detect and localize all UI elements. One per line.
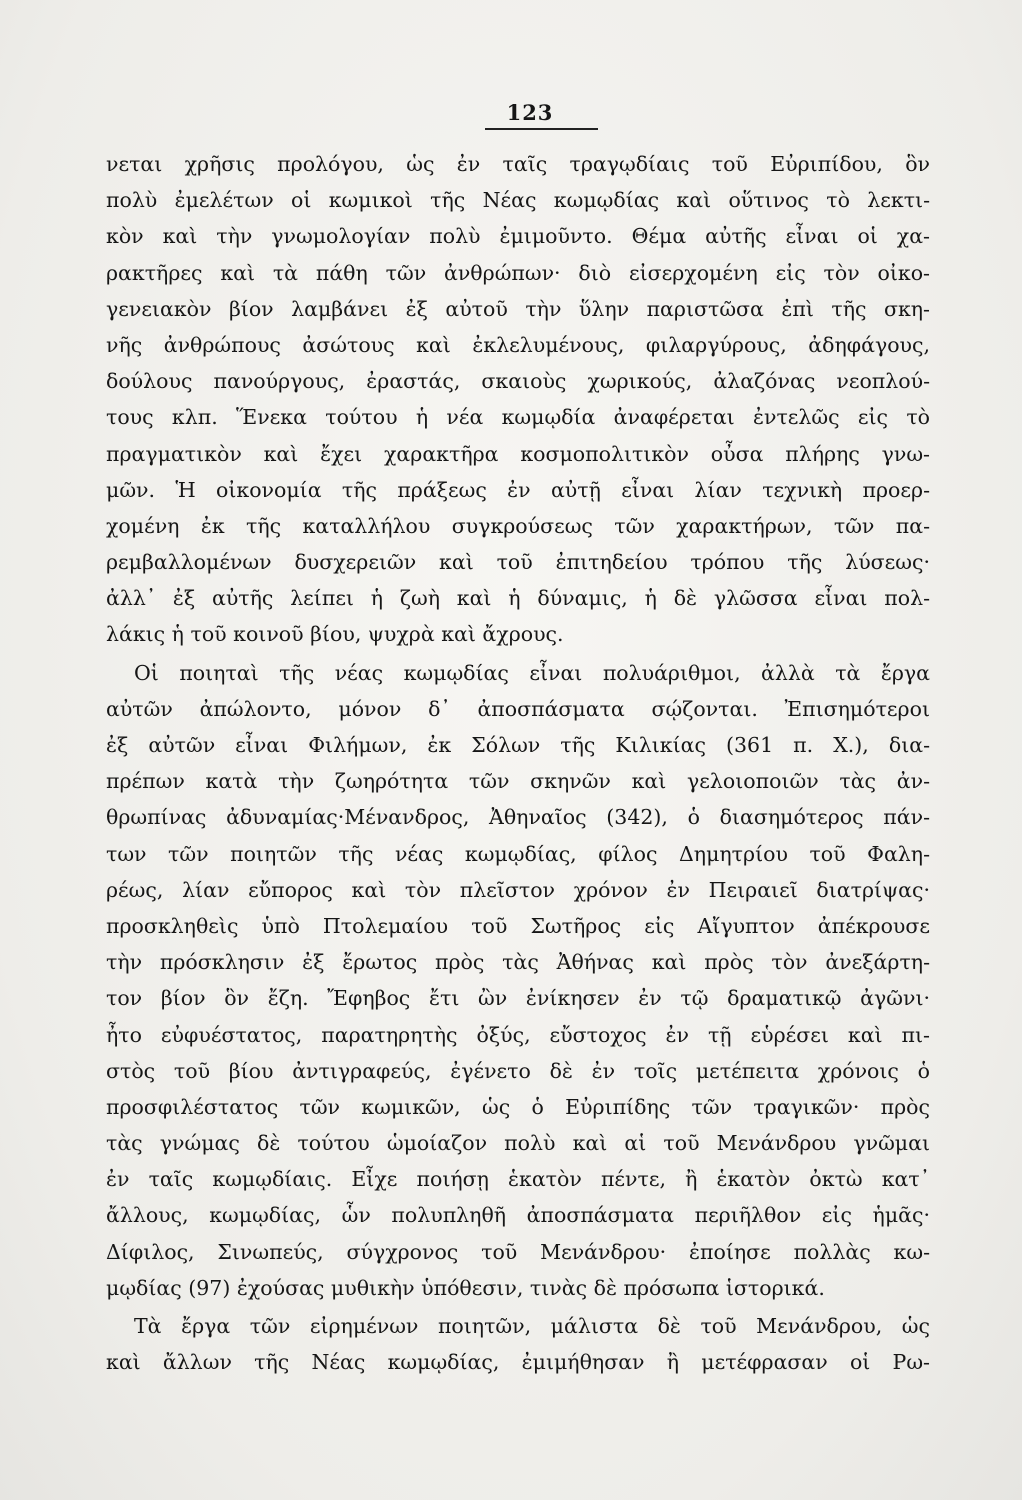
paragraph-2 — [106, 655, 930, 1306]
text-line: θρωπίνας ἀδυναμίας·Μένανδρος, Ἀθηναῖος (342), ὁ διασημότερος πάν- — [106, 805, 930, 830]
text-line: ἄλλους, κωμῳδίας, ὧν πολυπληθῆ ἀποσπάσματα περιῆλθον εἰς ἡμᾶς· — [106, 1203, 930, 1228]
text-line: γενειακὸν βίον λαμβάνει ἐξ αὐτοῦ τὴν ὕλην παριστῶσα ἐπὶ τῆς σκη- — [106, 296, 930, 321]
paragraph-1 — [106, 146, 930, 653]
text-line: λάκις ἡ τοῦ κοινοῦ βίου, ψυχρὰ καὶ ἄχρους. — [106, 622, 564, 647]
text-line: πρέπων κατὰ τὴν ζωηρότητα τῶν σκηνῶν καὶ γελοιοποιῶν τὰς ἀν- — [106, 769, 930, 794]
text-line: ἐν ταῖς κωμῳδίαις. Εἶχε ποιήσῃ ἑκατὸν πέντε, ἢ ἑκατὸν ὀκτὼ κατ᾽ — [106, 1167, 930, 1192]
text-line: ἦτο εὐφυέστατος, παρατηρητὴς ὀξύς, εὔστοχος ἐν τῇ εὑρέσει καὶ πι- — [106, 1022, 930, 1047]
text-line: πραγματικὸν καὶ ἔχει χαρακτῆρα κοσμοπολιτικὸν οὖσα πλήρης γνω- — [106, 441, 930, 466]
text-line: αὐτῶν ἀπώλοντο, μόνον δ᾽ ἀποσπάσματα σῴζονται. Ἐπισημότεροι — [106, 696, 930, 721]
text-line: χομένη ἐκ τῆς καταλλήλου συγκρούσεως τῶν χαρακτήρων, τῶν πα- — [106, 513, 930, 538]
text-line: Δίφιλος, Σινωπεύς, σύγχρονος τοῦ Μενάνδρου· ἐποίησε πολλὰς κω- — [106, 1239, 930, 1264]
text-line: τους κλπ. Ἕνεκα τούτου ἡ νέα κωμῳδία ἀναφέρεται ἐντελῶς εἰς τὸ — [106, 405, 930, 430]
text-line: ἐξ αὐτῶν εἶναι Φιλήμων, ἐκ Σόλων τῆς Κιλικίας (361 π. Χ.), δια- — [106, 733, 930, 757]
text-line: νεται χρῆσις προλόγου, ὡς ἐν ταῖς τραγῳδίαις τοῦ Εὐριπίδου, ὃν — [106, 152, 930, 176]
text-line: πολὺ ἐμελέτων οἱ κωμικοὶ τῆς Νέας κωμῳδίας καὶ οὕτινος τὸ λεκτι- — [106, 188, 930, 213]
text-line: νῆς ἀνθρώπους ἀσώτους καὶ ἐκλελυμένους, φιλαργύρους, ἀδηφάγους, — [106, 332, 930, 357]
text-line: τὴν πρόσκλησιν ἐξ ἔρωτος πρὸς τὰς Ἀθήνας καὶ πρὸς τὸν ἀνεξάρτη- — [106, 950, 930, 975]
text-line: ρακτῆρες καὶ τὰ πάθη τῶν ἀνθρώπων· διὸ εἰσερχομένη εἰς τὸν οἰκο- — [106, 260, 930, 285]
text-line: καὶ ἄλλων τῆς Νέας κωμῳδίας, ἐμιμήθησαν ἢ μετέφρασαν οἱ Ρω- — [106, 1350, 930, 1375]
page-number: 123 — [506, 100, 554, 125]
text-line: ρεμβαλλομένων δυσχερειῶν καὶ τοῦ ἐπιτηδείου τρόπου τῆς λύσεως· — [106, 550, 930, 575]
page-number-rule — [485, 128, 598, 130]
text-line: δούλους πανούργους, ἐραστάς, σκαιοὺς χωρικούς, ἀλαζόνας νεοπλού- — [106, 369, 930, 394]
text-line: τὰς γνώμας δὲ τούτου ὡμοίαζον πολὺ καὶ αἱ τοῦ Μενάνδρου γνῶμαι — [106, 1131, 930, 1156]
text-line: στὸς τοῦ βίου ἀντιγραφεύς, ἐγένετο δὲ ἐν τοῖς μετέπειτα χρόνοις ὁ — [106, 1058, 930, 1083]
text-line: μῶν. Ἡ οἰκονομία τῆς πράξεως ἐν αὐτῇ εἶναι λίαν τεχνικὴ προερ- — [106, 477, 930, 502]
text-line: Τὰ ἔργα τῶν εἰρημένων ποιητῶν, μάλιστα δὲ τοῦ Μενάνδρου, ὡς — [134, 1314, 930, 1338]
text-line: προσφιλέστατος τῶν κωμικῶν, ὡς ὁ Εὐριπίδης τῶν τραγικῶν· πρὸς — [106, 1094, 930, 1119]
text-line: τον βίον ὃν ἔζη. Ἔφηβος ἔτι ὢν ἐνίκησεν ἐν τῷ δραματικῷ ἀγῶνι· — [106, 986, 930, 1011]
text-line: Οἱ ποιηταὶ τῆς νέας κωμῳδίας εἶναι πολυάριθμοι, ἀλλὰ τὰ ἔργα — [134, 660, 930, 685]
body-text — [106, 146, 930, 1380]
text-line: προσκληθεὶς ὑπὸ Πτολεμαίου τοῦ Σωτῆρος εἰς Αἴγυπτον ἀπέκρουσε — [106, 913, 930, 938]
text-line: μῳδίας (97) ἐχούσας μυθικὴν ὑπόθεσιν, τινὰς δὲ πρόσωπα ἱστορικά. — [106, 1275, 825, 1300]
text-line: ρέως, λίαν εὔπορος καὶ τὸν πλεῖστον χρόνον ἐν Πειραιεῖ διατρίψας· — [106, 877, 930, 902]
text-line: κὸν καὶ τὴν γνωμολογίαν πολὺ ἐμιμοῦντο. Θέμα αὐτῆς εἶναι οἱ χα- — [106, 224, 930, 249]
text-line: των τῶν ποιητῶν τῆς νέας κωμῳδίας, φίλος Δημητρίου τοῦ Φαλη- — [106, 841, 930, 866]
paragraph-3 — [106, 1308, 930, 1380]
text-line: ἀλλ᾽ ἐξ αὐτῆς λείπει ἡ ζωὴ καὶ ἡ δύναμις, ἡ δὲ γλῶσσα εἶναι πολ- — [106, 586, 930, 611]
